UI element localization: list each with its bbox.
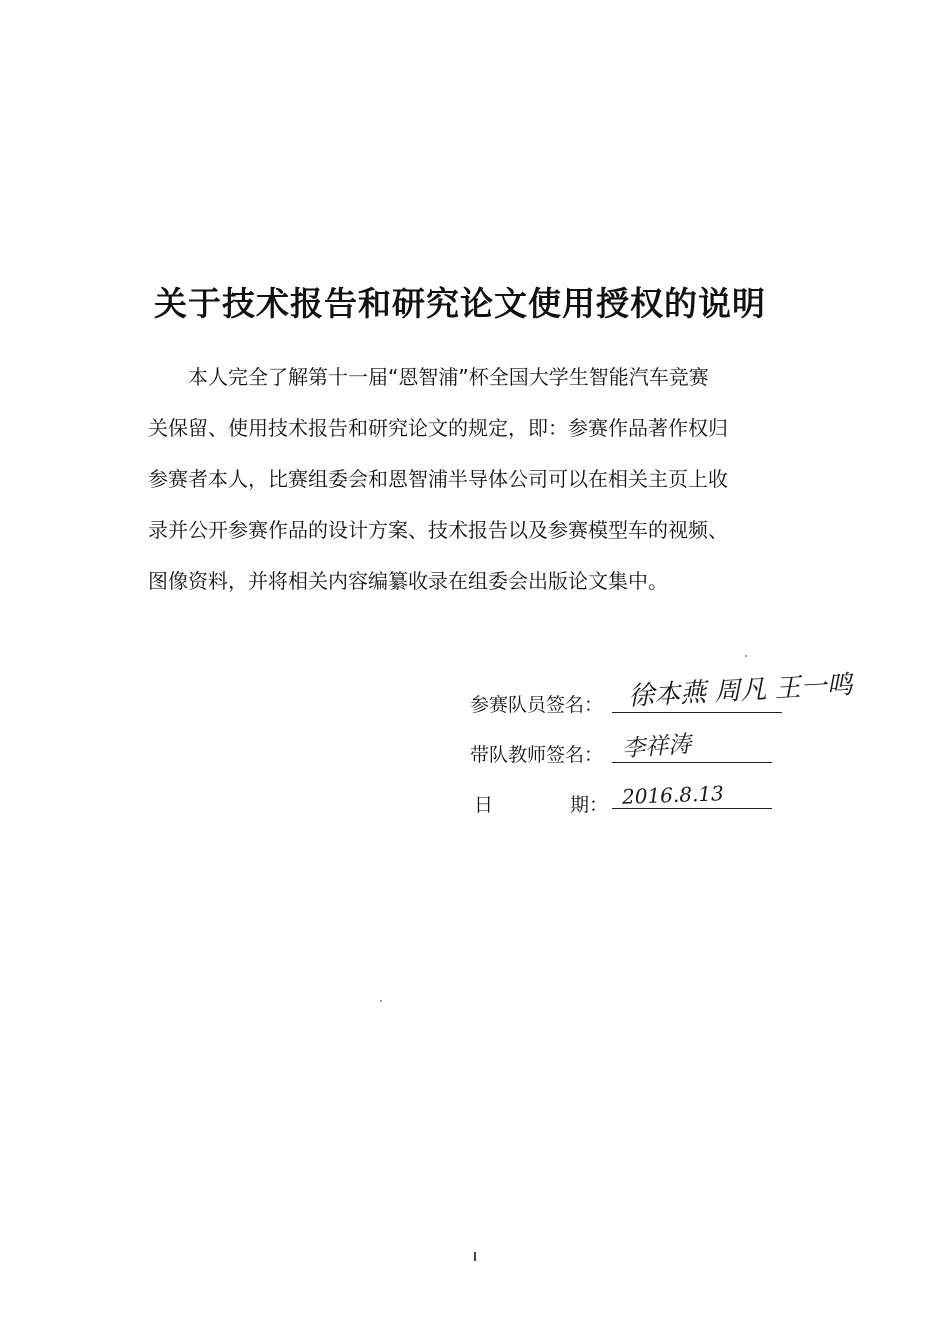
date-label-period: 期：: [570, 794, 609, 816]
authorization-statement: [148, 352, 768, 607]
date-label-day: 日: [474, 794, 494, 816]
statement-line-3: 参赛者本人，比赛组委会和恩智浦半导体公司可以在相关主页上收: [148, 467, 728, 491]
team-members-label: 参赛队员签名：: [470, 694, 604, 716]
advisor-row: [470, 740, 603, 767]
team-members-row: [470, 690, 603, 717]
advisor-label: 带队教师签名：: [470, 744, 604, 766]
date-value: 2016.8.13: [621, 781, 725, 809]
statement-line-4: 录并公开参赛作品的设计方案、技术报告以及参赛模型车的视频、: [148, 518, 728, 542]
scan-speck: [745, 655, 747, 657]
advisor-signature: 李祥涛: [621, 731, 692, 763]
team-members-signature: 徐本燕 周凡 王一鸣: [627, 670, 854, 712]
statement-line-5: 图像资料，并将相关内容编纂收录在组委会出版论文集中。: [148, 569, 668, 593]
scan-speck: [380, 1000, 382, 1002]
statement-line-1: 本人完全了解第十一届“恩智浦”杯全国大学生智能汽车竞赛: [188, 365, 709, 389]
statement-line-2: 关保留、使用技术报告和研究论文的规定，即：参赛作品著作权归: [148, 416, 728, 440]
document-title: 关于技术报告和研究论文使用授权的说明: [154, 284, 766, 323]
